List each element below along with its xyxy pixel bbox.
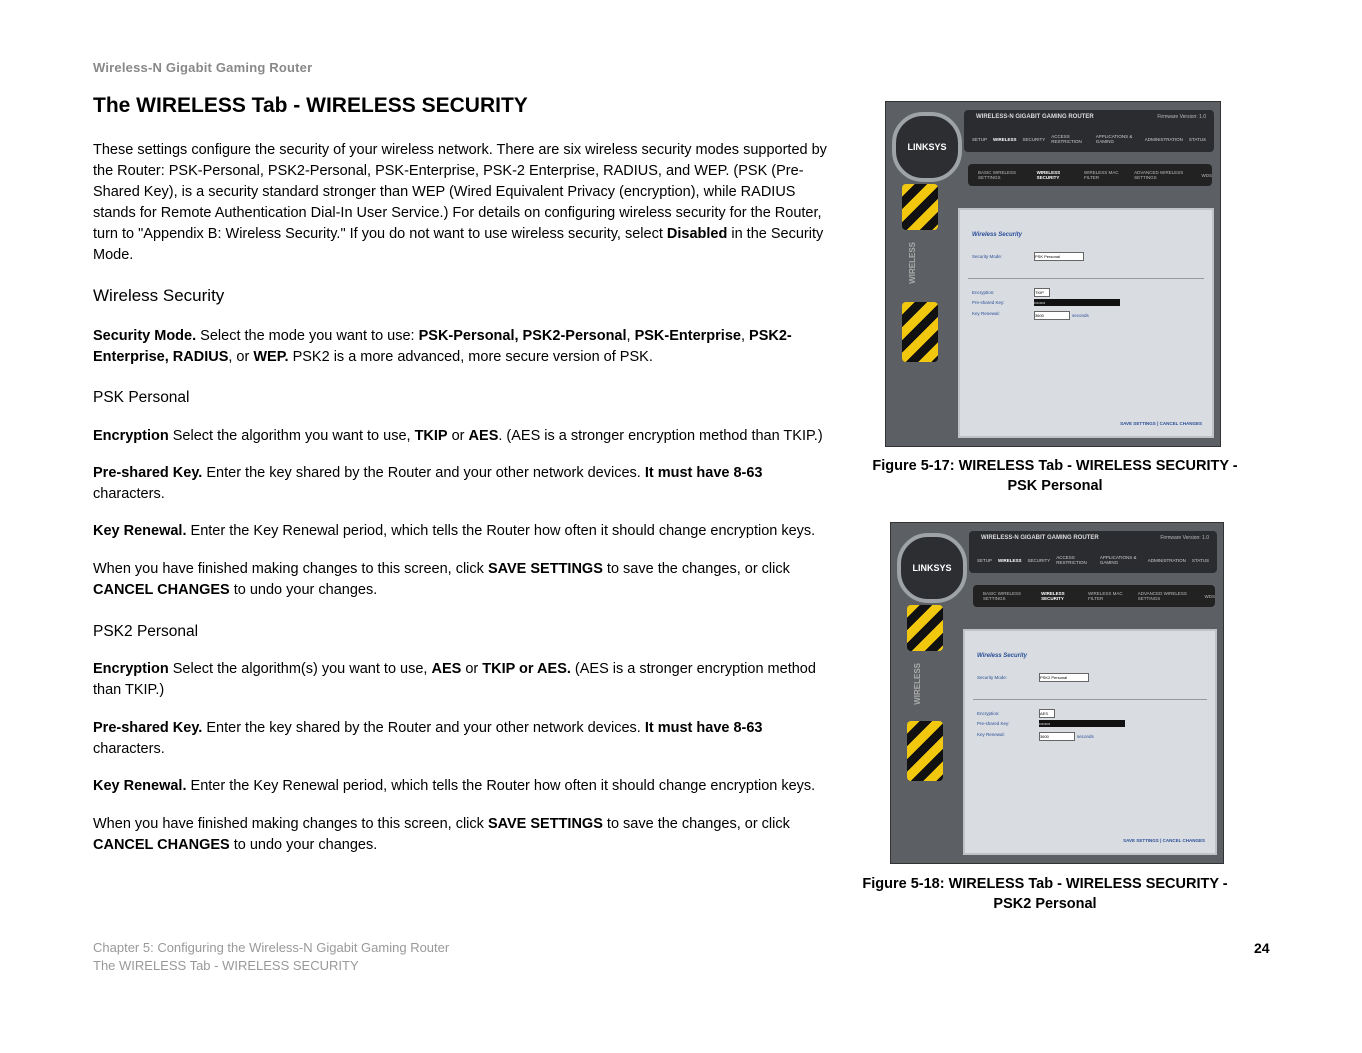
hazard-stripes <box>902 184 938 230</box>
action-buttons: SAVE SETTINGS | CANCEL CHANGES <box>1123 838 1205 843</box>
psk-encryption-label: Encryption <box>93 428 169 444</box>
psk-encryption-opt2: AES <box>468 428 499 444</box>
psk2-key-bold: It must have 8-63 <box>644 720 763 736</box>
psk2-done-mid: to save the changes, or click <box>602 816 790 832</box>
subtab-security: WIRELESS SECURITY <box>1041 591 1065 601</box>
hazard-stripes <box>907 605 943 651</box>
menu-access: ACCESS RESTRICTION <box>1056 555 1087 565</box>
intro-bold: Disabled <box>666 226 728 242</box>
sub-tabs <box>968 164 1212 186</box>
enc-label: Encryption: <box>977 711 1000 716</box>
settings-panel <box>958 208 1214 438</box>
security-mode-end: PSK2 is a more advanced, more secure version of PSK. <box>288 349 653 365</box>
firmware-version: Firmware Version: 1.0 <box>1160 535 1209 541</box>
linksys-logo: LINKSYS <box>897 533 967 603</box>
router-header <box>969 531 1217 573</box>
subtab-advanced: ADVANCED WIRELESS SETTINGS <box>1134 170 1184 180</box>
psk2-encryption-or: or <box>461 661 483 677</box>
enc-label: Encryption: <box>972 290 995 295</box>
psk-key-end: characters. <box>93 486 165 502</box>
psk2-encryption-label: Encryption <box>93 661 169 677</box>
divider <box>968 278 1204 279</box>
psk2-encryption-opt1: AES <box>431 661 462 677</box>
subtab-wds: WDS <box>1201 172 1212 178</box>
menu-admin: ADMINISTRATION <box>1147 557 1186 563</box>
security-mode-paragraph <box>93 326 838 368</box>
sub-tabs <box>973 585 1215 607</box>
psk2-done-end: to undo your changes. <box>229 837 378 853</box>
mode-label: Security Mode: <box>972 254 1003 259</box>
psk-renewal-label: Key Renewal. <box>93 523 187 539</box>
menu-security: SECURITY <box>1027 557 1051 563</box>
menu-status: STATUS <box>1191 557 1209 563</box>
psk2-encryption-paragraph <box>93 659 838 701</box>
intro-end: in the Security Mode. <box>93 226 824 263</box>
divider <box>973 699 1207 700</box>
psk-renewal-text: Enter the Key Renewal period, which tells the Router how often it should change encryption keys. <box>186 523 816 539</box>
security-mode-sep1: , <box>626 328 635 344</box>
page-number: 24 <box>1254 940 1270 956</box>
section-heading-wireless-security: Wireless Security <box>93 286 225 305</box>
section-heading-psk-personal: PSK Personal <box>93 389 190 406</box>
subtab-basic: BASIC WIRELESS SETTINGS <box>983 591 1022 601</box>
psk2-renewal-text: Enter the Key Renewal period, which tells the Router how often it should change encryption keys. <box>186 778 816 794</box>
router-title: WIRELESS-N GIGABIT GAMING ROUTER <box>981 535 1099 541</box>
settings-panel <box>963 629 1217 855</box>
renewal-unit: seconds <box>1072 313 1089 318</box>
figure-screenshot-psk2 <box>890 522 1224 864</box>
renewal-label: Key Renewal: <box>972 311 1000 316</box>
psk2-key-label: Pre-shared Key. <box>93 720 203 736</box>
caption-line1: Figure 5-17: WIRELESS Tab - WIRELESS SECURITY - <box>872 458 1238 474</box>
psk-done-mid: to save the changes, or click <box>602 561 790 577</box>
psk2-encryption-opt2: TKIP or AES. <box>482 661 571 677</box>
action-buttons: SAVE SETTINGS | CANCEL CHANGES <box>1120 421 1202 426</box>
renewal-unit: seconds <box>1077 734 1094 739</box>
psk-renewal-paragraph <box>93 521 838 542</box>
menu-status: STATUS <box>1188 136 1206 142</box>
caption-line2: PSK2 Personal <box>993 896 1097 912</box>
mode-select: PSK Personal <box>1034 252 1084 261</box>
router-header <box>964 110 1214 152</box>
psk-key-label: Pre-shared Key. <box>93 465 203 481</box>
enc-select: TKIP <box>1034 288 1050 297</box>
side-label: WIRELESS <box>908 242 917 284</box>
security-mode-label: Security Mode. <box>93 328 197 344</box>
caption-line2: PSK Personal <box>1007 478 1103 494</box>
key-input: •••••••• <box>1039 720 1125 727</box>
security-mode-text: Select the mode you want to use: <box>196 328 419 344</box>
menu-security: SECURITY <box>1022 136 1046 142</box>
psk2-key-text: Enter the key shared by the Router and your other network devices. <box>202 720 645 736</box>
figure-caption-5-18 <box>840 874 1250 914</box>
side-label: WIRELESS <box>913 663 922 705</box>
psk-encryption-opt1: TKIP <box>414 428 448 444</box>
main-menu <box>977 553 1209 567</box>
subtab-mac: WIRELESS MAC FILTER <box>1088 591 1123 601</box>
renewal-label: Key Renewal: <box>977 732 1005 737</box>
security-mode-sep2: , <box>740 328 750 344</box>
psk-key-text: Enter the key shared by the Router and your other network devices. <box>202 465 645 481</box>
psk-done-cancel: CANCEL CHANGES <box>93 582 230 598</box>
security-mode-opt4: WEP. <box>253 349 289 365</box>
linksys-logo: LINKSYS <box>892 112 962 182</box>
psk2-renewal-paragraph <box>93 776 838 797</box>
psk2-key-end: characters. <box>93 741 165 757</box>
security-mode-opt1: PSK-Personal, PSK2-Personal <box>418 328 627 344</box>
section-title: Wireless Security <box>977 653 1027 659</box>
footer-chapter: Chapter 5: Configuring the Wireless-N Gigabit Gaming Router <box>93 940 450 955</box>
mode-label: Security Mode: <box>977 675 1008 680</box>
psk2-done-cancel: CANCEL CHANGES <box>93 837 230 853</box>
psk2-key-paragraph <box>93 718 838 760</box>
psk2-done-save: SAVE SETTINGS <box>487 816 603 832</box>
psk-encryption-end: . (AES is a stronger encryption method than TKIP.) <box>498 428 823 444</box>
psk-done-paragraph <box>93 559 838 601</box>
psk-done-text: When you have finished making changes to this screen, click <box>93 561 488 577</box>
menu-apps: APPLICATIONS & GAMING <box>1099 555 1137 565</box>
intro-paragraph <box>93 140 838 266</box>
intro-text: These settings configure the security of your wireless network. There are six wireless security modes supported by the Router: PSK-Personal, PSK2-Personal, PSK-Enterprise, PSK-2 Enterprise, RADIUS, and WEP. (PSK (Pre-Shared Key), is a security standard stronger than WEP (Wired Equivalent Privacy (encryption), while RADIUS stands for Remote Authentication Dial-In User Service.) For details on configuring wireless security for the Router, turn to "Appendix B: Wireless Security." If you do not want to use wireless security, select <box>93 142 827 242</box>
firmware-version: Firmware Version: 1.0 <box>1157 114 1206 120</box>
page-title: The WIRELESS Tab - WIRELESS SECURITY <box>93 94 528 117</box>
psk-encryption-paragraph <box>93 426 838 447</box>
main-menu <box>972 132 1206 146</box>
key-label: Pre-shared Key: <box>972 300 1005 305</box>
menu-setup: SETUP <box>972 136 988 142</box>
psk-done-save: SAVE SETTINGS <box>487 561 603 577</box>
footer-section: The WIRELESS Tab - WIRELESS SECURITY <box>93 958 359 973</box>
section-heading-psk2-personal: PSK2 Personal <box>93 623 199 640</box>
hazard-stripes <box>907 721 943 781</box>
psk2-done-text: When you have finished making changes to this screen, click <box>93 816 488 832</box>
psk2-done-paragraph <box>93 814 838 856</box>
menu-setup: SETUP <box>977 557 993 563</box>
psk-encryption-or: or <box>447 428 469 444</box>
caption-line1: Figure 5-18: WIRELESS Tab - WIRELESS SECURITY - <box>862 876 1228 892</box>
menu-wireless: WIRELESS <box>998 557 1022 563</box>
menu-apps: APPLICATIONS & GAMING <box>1095 134 1133 144</box>
psk2-renewal-label: Key Renewal. <box>93 778 187 794</box>
subtab-security: WIRELESS SECURITY <box>1036 170 1061 180</box>
psk2-encryption-text: Select the algorithm(s) you want to use, <box>168 661 432 677</box>
psk-done-end: to undo your changes. <box>229 582 378 598</box>
mode-select: PSK2 Personal <box>1039 673 1089 682</box>
psk-key-paragraph <box>93 463 838 505</box>
subtab-basic: BASIC WIRELESS SETTINGS <box>978 170 1017 180</box>
key-input: •••••••• <box>1034 299 1120 306</box>
security-mode-opt3: PSK2-Enterprise, RADIUS <box>93 328 792 365</box>
security-mode-opt2: PSK-Enterprise <box>634 328 741 344</box>
figure-caption-5-17 <box>850 456 1260 496</box>
menu-access: ACCESS RESTRICTION <box>1051 134 1082 144</box>
psk-encryption-text: Select the algorithm you want to use, <box>168 428 415 444</box>
hazard-stripes <box>902 302 938 362</box>
subtab-wds: WDS <box>1204 593 1215 599</box>
menu-wireless: WIRELESS <box>993 136 1017 142</box>
security-mode-sep3: , or <box>228 349 254 365</box>
renewal-input: 3600 <box>1039 732 1075 741</box>
key-label: Pre-shared Key: <box>977 721 1010 726</box>
page-footer <box>93 939 449 975</box>
section-title: Wireless Security <box>972 232 1022 238</box>
psk-key-bold: It must have 8-63 <box>644 465 763 481</box>
enc-select: AES <box>1039 709 1055 718</box>
psk2-encryption-end: (AES is a stronger encryption method than TKIP.) <box>93 661 816 698</box>
subtab-mac: WIRELESS MAC FILTER <box>1084 170 1119 180</box>
router-title: WIRELESS-N GIGABIT GAMING ROUTER <box>976 114 1094 120</box>
subtab-advanced: ADVANCED WIRELESS SETTINGS <box>1137 591 1187 601</box>
renewal-input: 3600 <box>1034 311 1070 320</box>
running-head: Wireless-N Gigabit Gaming Router <box>93 60 313 75</box>
figure-screenshot-psk <box>885 101 1221 447</box>
menu-admin: ADMINISTRATION <box>1144 136 1183 142</box>
